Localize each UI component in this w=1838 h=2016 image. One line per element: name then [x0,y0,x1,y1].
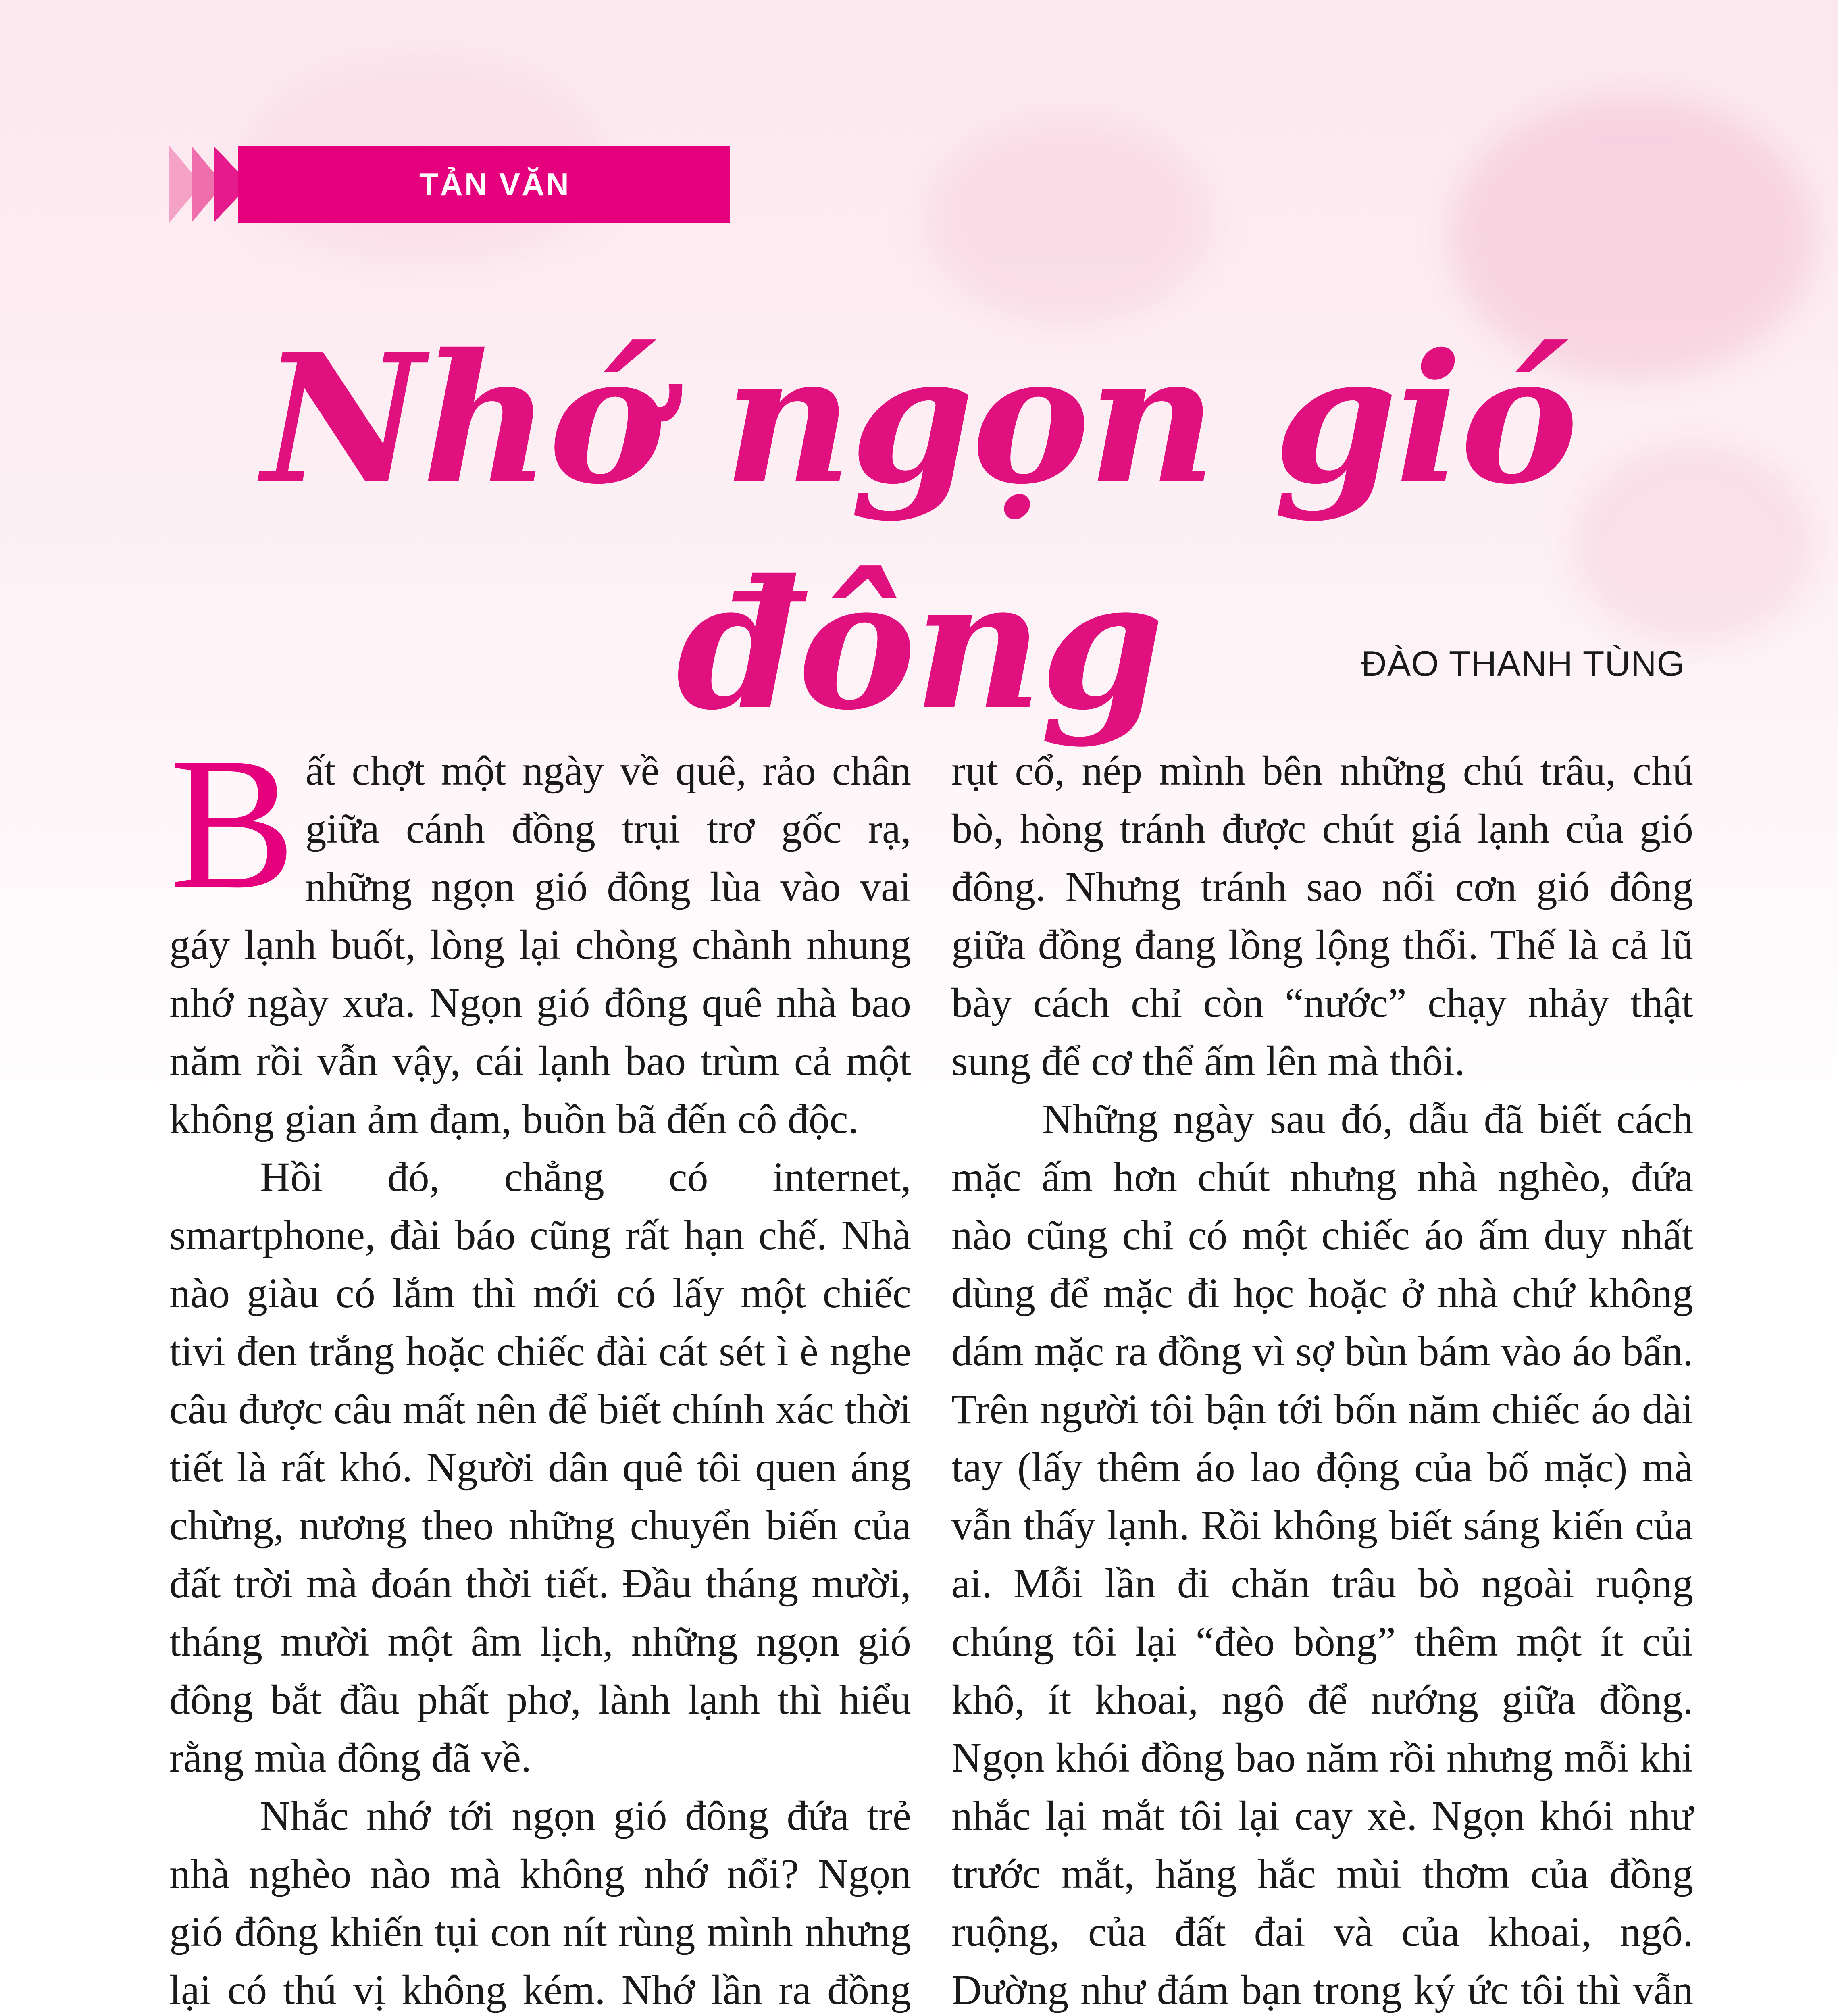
paragraph: rụt cổ, nép mình bên những chú trâu, chú bò, hòng tránh được chút giá lạnh của gió đông. Nhưng tránh sao nổi cơn gió đông giữa đồng đang lồng lộng thổi. Thế là cả lũ bày cách chỉ còn “nước” chạy nhảy thật sung để cơ thể ấm lên mà thôi. [951,748,1693,1084]
section-label: TẢN VĂN [419,167,570,202]
article-author: ĐÀO THANH TÙNG [1361,644,1685,683]
section-tag [169,146,730,223]
background-petal [927,121,1209,323]
article-column-right [951,742,1693,2016]
paragraph: Những ngày sau đó, dẫu đã biết cách mặc ấm hơn chút nhưng nhà nghèo, đứa nào cũng chỉ có một chiếc áo ấm duy nhất dùng để mặc đi học hoặc ở nhà chứ không dám mặc ra đồng vì sợ bùn bám vào áo bẩn. Trên người tôi bận tới bốn năm chiếc áo dài tay (lấy thêm áo lao động của bố mặc) mà vẫn thấy lạnh. Rồi không biết sáng kiến của ai. Mỗi lần đi chăn trâu bò ngoài ruộng chúng tôi lại “đèo bòng” thêm một ít củi khô, ít khoai, ngô để nướng giữa đồng. Ngọn khói đồng bao năm rồi nhưng mỗi khi nhắc lại mắt tôi lại cay xè. Ngọn khói như trước mắt, hăng hắc mùi thơm của đồng ruộng, của đất đai và của khoai, ngô. Dường như đám bạn trong ký ức tôi thì vẫn [951,1096,1693,2013]
paragraph-text: ất chợt một ngày về quê, rảo chân giữa cánh đồng trụi trơ gốc rạ, những ngọn gió đông lùa vào vai gáy lạnh buốt, lòng lại chòng chành nhung nhớ ngày xưa. Ngọn gió đông quê nhà bao năm rồi vẫn vậy, cái lạnh bao trùm cả một không gian ảm đạm, buồn bã đến cô độc. [169,748,911,1142]
article-title: Nhớ ngọn gió đông [262,315,1576,749]
paragraph [169,718,911,1148]
drop-cap: B [169,718,296,928]
paragraph: Hồi đó, chẳng có internet, smartphone, đài báo cũng rất hạn chế. Nhà nào giàu có lắm thì mới có lấy một chiếc tivi đen trắng hoặc chiếc đài cát sét ì è nghe câu được câu mất nên để biết chính xác thời tiết là rất khó. Người dân quê tôi quen áng chừng, nương theo những chuyển biến của đất trời mà đoán thời tiết. Đầu tháng mười, tháng mười một âm lịch, những ngọn gió đông bắt đầu phất phơ, lành lạnh thì hiểu rằng mùa đông đã về. [169,1154,911,1781]
article-column-left [169,718,911,2016]
paragraph: Nhắc nhớ tới ngọn gió đông đứa trẻ nhà nghèo nào mà không nhớ nổi? Ngọn gió đông khiến tụi con nít rùng mình nhưng lại có thú vị không kém. Nhớ lần ra đồng [169,1793,911,2013]
